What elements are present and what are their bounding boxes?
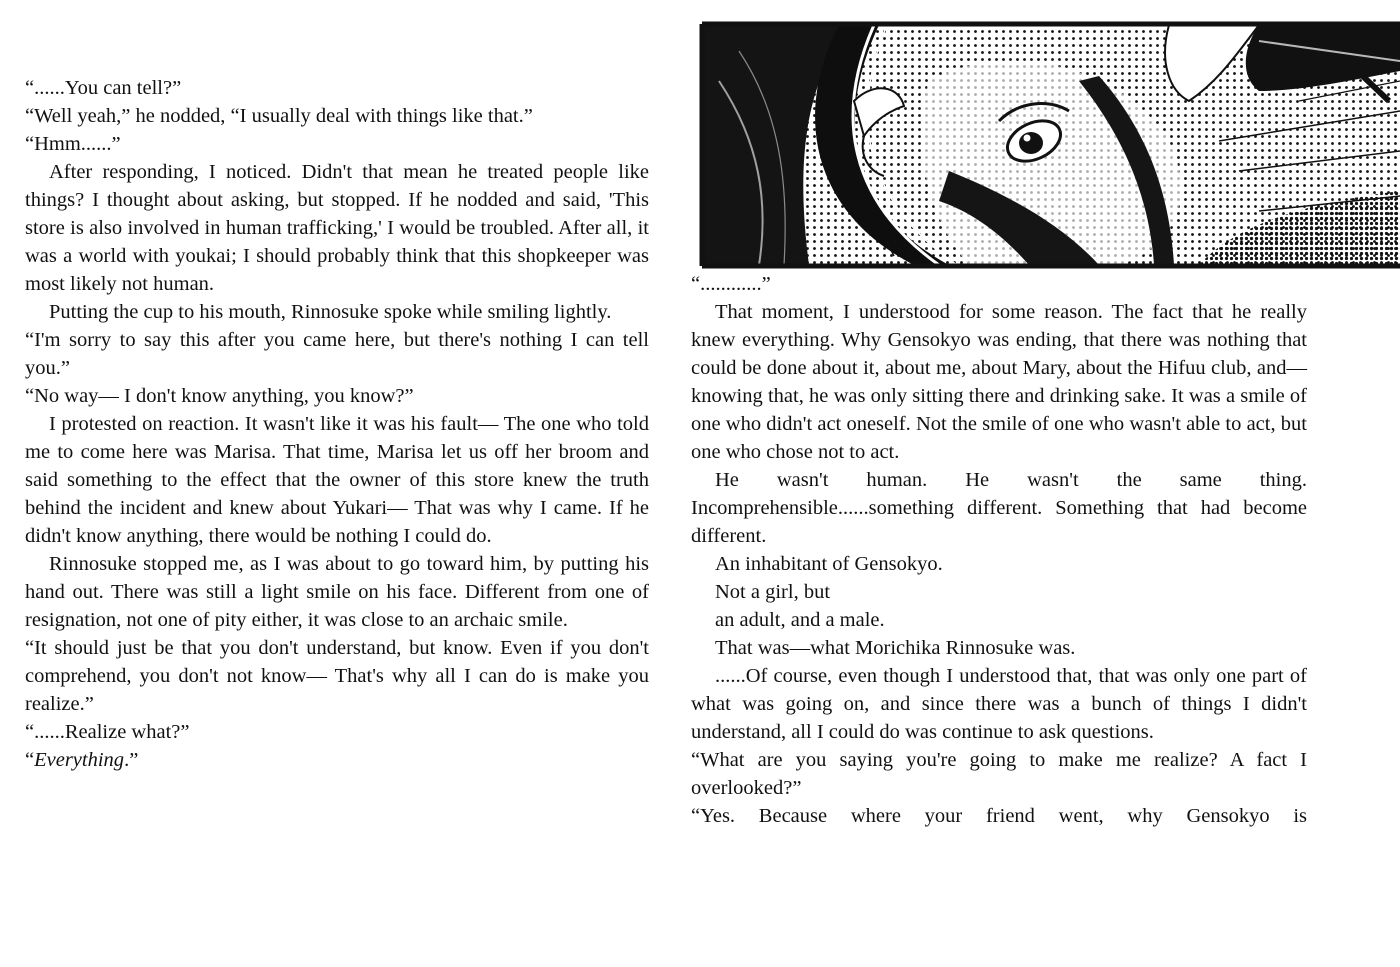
dialogue-line: “I'm sorry to say this after you came here, but there's nothing I can tell you.”: [25, 329, 649, 379]
narration-line: That was—what Morichika Rinnosuke was.: [715, 637, 1076, 659]
dialogue-line-cut: “Yes. Because where your friend went, why Gensokyo is: [691, 805, 1307, 827]
dialogue-line: “............”: [691, 273, 771, 295]
right-text-column: [691, 270, 1307, 830]
dialogue-line-everything: [25, 746, 649, 774]
narration-paragraph: Putting the cup to his mouth, Rinnosuke spoke while smiling lightly.: [49, 301, 612, 323]
narration-paragraph: Rinnosuke stopped me, as I was about to go toward him, by putting his hand out. There was still a light smile on his face. Different from one of resignation, not one of pity either, it was close to an archaic smile.: [25, 553, 649, 631]
dialogue-line: “......You can tell?”: [25, 77, 182, 99]
dialogue-line: “No way— I don't know anything, you know?”: [25, 385, 414, 407]
narration-paragraph: I protested on reaction. It wasn't like it was his fault— The one who told me to come here was Marisa. That time, Marisa let us off her broom and said something to the effect that the owner of this store knew the truth behind the incident and knew about Yukari— That was why I came. If he didn't know anything, there would be nothing I could do.: [25, 413, 649, 547]
narration-paragraph: ......Of course, even though I understood that, that was only one part of what was going on, and since there was a bunch of things I didn't understand, all I could do was continue to ask questions.: [691, 665, 1307, 743]
close-quote: .”: [124, 749, 139, 771]
dialogue-line: “......Realize what?”: [25, 721, 190, 743]
narration-line: an adult, and a male.: [715, 609, 885, 631]
narration-line: An inhabitant of Gensokyo.: [715, 553, 943, 575]
narration-line: Not a girl, but: [715, 581, 831, 603]
manga-panel-illustration-icon: [699, 21, 1400, 269]
manga-panel-svg: [699, 21, 1400, 269]
narration-paragraph: That moment, I understood for some reason. The fact that he really knew everything. Why Gensokyo was ending, that there was nothing that could be done about it, about me, about Mary, about the Hifuu club, and—knowing that, he was only sitting there and drinking sake. It was a smile of one who didn't act oneself. Not the smile of one who wasn't able to act, but one who chose not to act.: [691, 301, 1307, 463]
dialogue-line: “It should just be that you don't understand, but know. Even if you don't comprehend, you don't not know— That's why all I can do is make you realize.”: [25, 637, 649, 715]
narration-paragraph: After responding, I noticed. Didn't that mean he treated people like things? I thought about asking, but stopped. If he nodded and said, 'This store is also involved in human trafficking,' I would be troubled. After all, it was a world with youkai; I should probably think that this shopkeeper was most likely not human.: [25, 161, 649, 295]
italic-everything: Everything: [34, 749, 125, 771]
dialogue-line: “What are you saying you're going to make me realize? A fact I overlooked?”: [691, 749, 1307, 799]
left-text-column: [25, 74, 649, 774]
dialogue-line: “Hmm......”: [25, 133, 121, 155]
narration-paragraph: He wasn't human. He wasn't the same thing. Incomprehensible......something different. Something that had become different.: [691, 469, 1307, 547]
open-quote: “: [25, 749, 35, 771]
dialogue-line: “Well yeah,” he nodded, “I usually deal with things like that.”: [25, 105, 533, 127]
